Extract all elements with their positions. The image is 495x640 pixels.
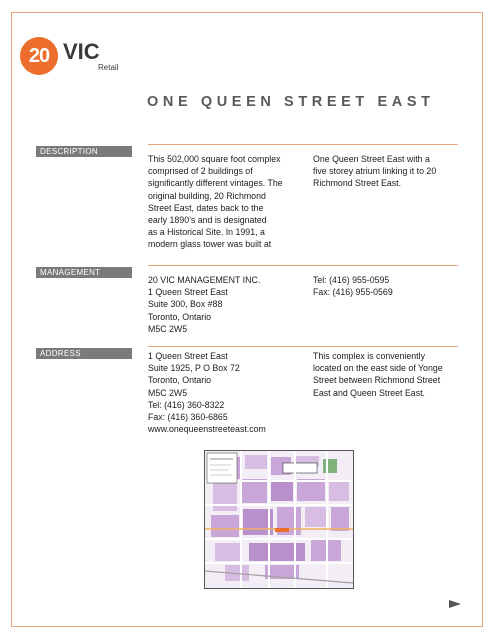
page-title: ONE QUEEN STREET EAST	[147, 94, 435, 110]
description-left-text: This 502,000 square foot complex comprised of 2 buildings of significantly different vintages. The original building, 20 Richmond Street East, dates back to the early 1890’s and is designated as a Historical Site. In 1991, a modern glass tower was built at	[148, 154, 283, 250]
location-map	[204, 450, 354, 589]
next-page-arrow-icon[interactable]	[449, 600, 461, 608]
section-rule-address	[148, 346, 458, 347]
section-label-address: ADDRESS	[36, 348, 132, 359]
logo-circle: 20	[20, 37, 58, 75]
address-left-text: 1 Queen Street East Suite 1925, P O Box 72 Toronto, Ontario M5C 2W5 Tel: (416) 360-8322 Fax: (416) 360-6865 www.onequeenstreeteast.com	[148, 351, 266, 435]
section-label-description: DESCRIPTION	[36, 146, 132, 157]
address-right-text: This complex is conveniently located on the east side of Yonge Street between Richmond Street East and Queen Street East.	[313, 351, 443, 398]
section-rule-description	[148, 144, 458, 145]
description-right-text: One Queen Street East with a five storey atrium linking it to 20 Richmond Street East.	[313, 154, 437, 189]
management-right-text: Tel: (416) 955-0595 Fax: (416) 955-0569	[313, 275, 393, 298]
logo-name: VIC	[63, 39, 100, 64]
logo-subtitle: Retail	[98, 63, 119, 72]
location-map-graphic	[205, 451, 353, 588]
management-left-text: 20 VIC MANAGEMENT INC. 1 Queen Street East Suite 300, Box #88 Toronto, Ontario M5C 2W5	[148, 275, 261, 334]
section-label-management: MANAGEMENT	[36, 267, 132, 278]
section-rule-management	[148, 265, 458, 266]
company-logo	[20, 37, 130, 75]
